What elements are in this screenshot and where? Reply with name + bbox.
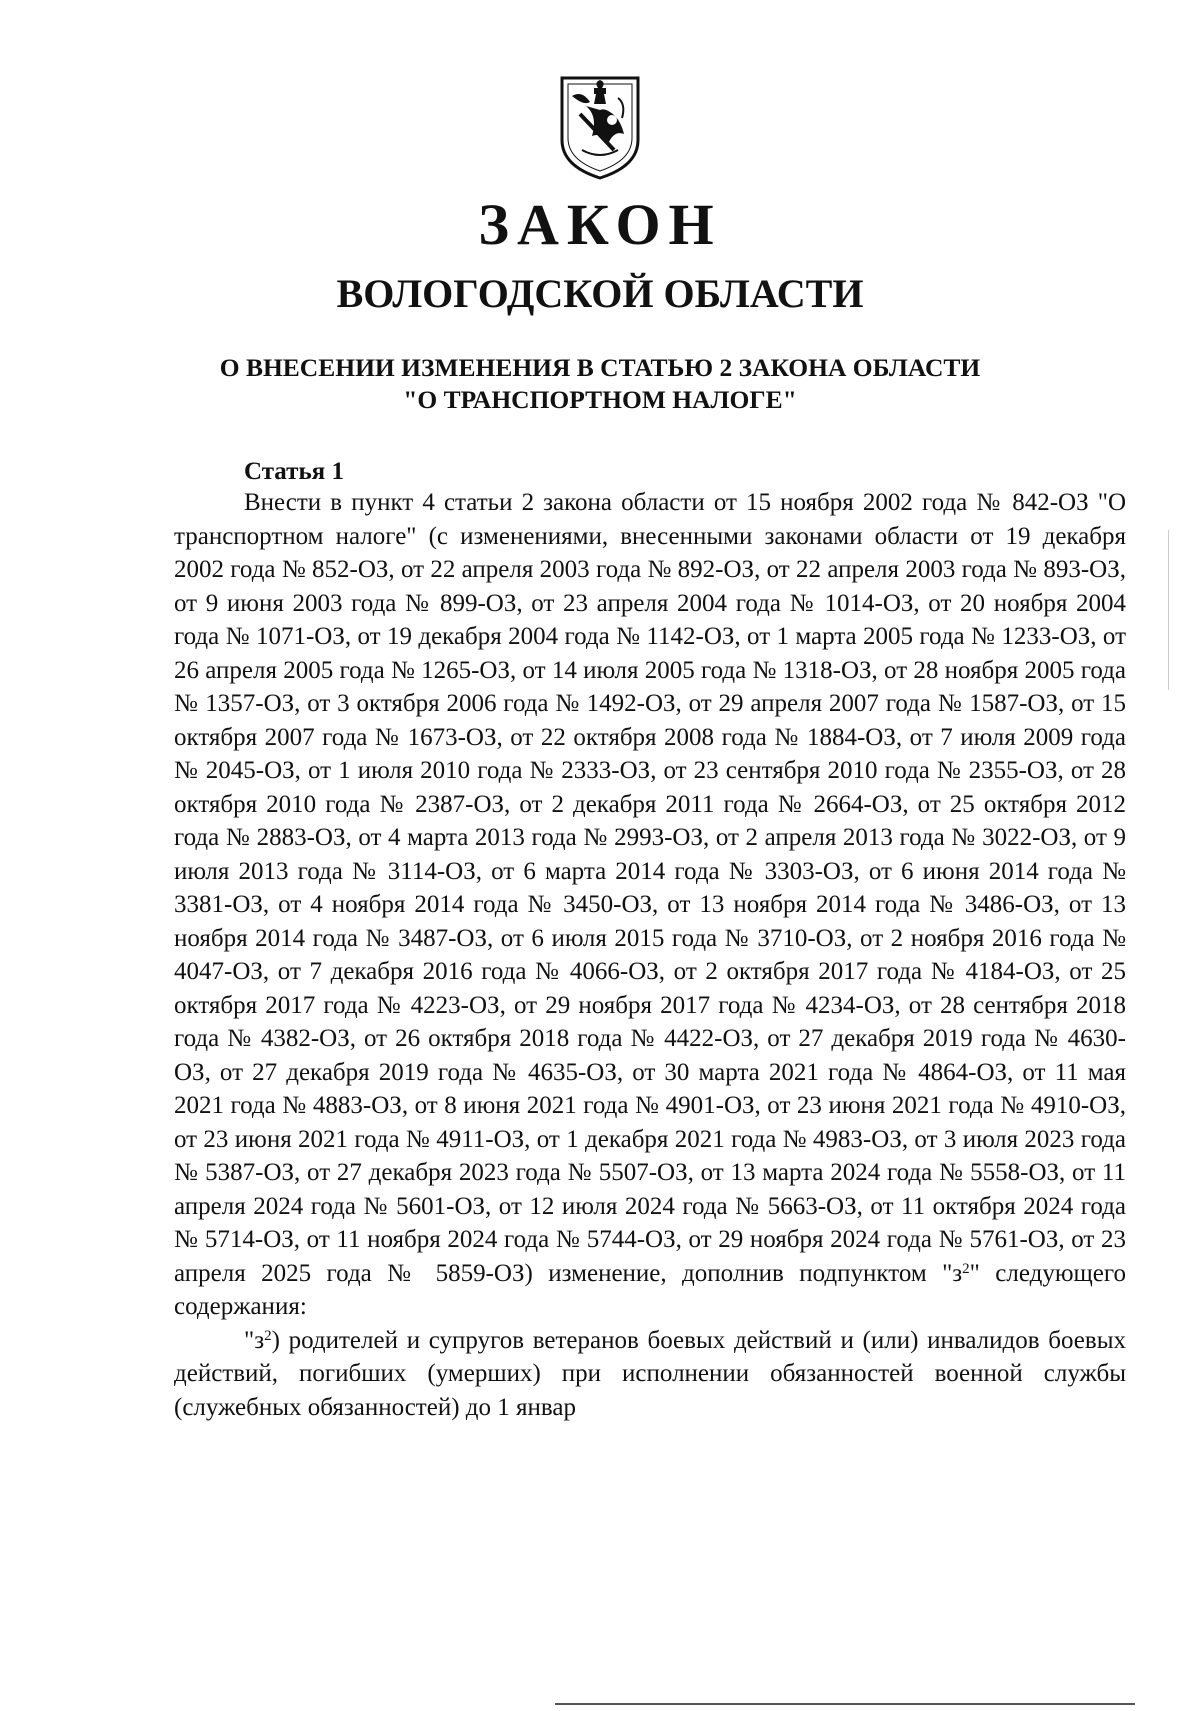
region-title: ВОЛОГОДСКОЙ ОБЛАСТИ [336,271,864,316]
subject-line-1: О ВНЕСЕНИИ ИЗМЕНЕНИЯ В СТАТЬЮ 2 ЗАКОНА ОБЛАСТИ [219,353,981,382]
document-title: ЗАКОН [478,192,722,257]
paragraph-subclause [174,1324,1126,1425]
subject-line-2: "О ТРАНСПОРТНОМ НАЛОГЕ" [403,385,797,414]
paragraph-amendment-tail: " следующего содержания: [174,1259,1127,1320]
subclause-text: ) родителей и супругов ветеранов боевых действий и (или) инвалидов боевых действий, погибших (умерших) при исполнении обязанностей военной службы (служебных обязанностей) до 1 январ [174,1326,1126,1421]
coat-of-arms-icon [558,74,642,182]
superscript-index: 2 [962,1260,970,1277]
superscript-index: 2 [264,1327,272,1344]
paragraph-amendment-text: Внести в пункт 4 статьи 2 закона области от 15 ноября 2002 года № 842-ОЗ "О транспортном налоге" (с изменениями, внесенными законами области от 19 декабря 2002 года № 852-ОЗ, от 22 апреля 2003 года № 892-ОЗ, от 22 апреля 2003 года № 893-ОЗ, от 9 июня 2003 года № 899-ОЗ, от 23 апреля 2004 года № 1014-ОЗ, от 20 ноября 2004 года № 1071-ОЗ, от 19 декабря 2004 года № 1142-ОЗ, от 1 марта 2005 года № 1233-ОЗ, от 26 апреля 2005 года № 1265-ОЗ, от 14 июля 2005 года № 1318-ОЗ, от 28 ноября 2005 года № 1357-ОЗ, от 3 октября 2006 года № 1492-ОЗ, от 29 апреля 2007 года № 1587-ОЗ, от 15 октября 2007 года № 1673-ОЗ, от 22 октября 2008 года № 1884-ОЗ, от 7 июля 2009 года № 2045-ОЗ, от 1 июля 2010 года № 2333-ОЗ, от 23 сентября 2010 года № 2355-ОЗ, от 28 октября 2010 года № 2387-ОЗ, от 2 декабря 2011 года № 2664-ОЗ, от 25 октября 2012 года № 2883-ОЗ, от 4 марта 2013 года № 2993-ОЗ, от 2 апреля 2013 года № 3022-ОЗ, от 9 июля 2013 года № 3114-ОЗ, от 6 марта 2014 года № 3303-ОЗ, от 6 июня 2014 года № 3381-ОЗ, от 4 ноября 2014 года № 3450-ОЗ, от 13 ноября 2014 года № 3486-ОЗ, от 13 ноября 2014 года № 3487-ОЗ, от 6 июля 2015 года № 3710-ОЗ, от 2 ноября 2016 года № 4047-ОЗ, от 7 декабря 2016 года № 4066-ОЗ, от 2 октября 2017 года № 4184-ОЗ, от 25 октября 2017 года № 4223-ОЗ, от 29 ноября 2017 года № 4234-ОЗ, от 28 сентября 2018 года № 4382-ОЗ, от 26 октября 2018 года № 4422-ОЗ, от 27 декабря 2019 года № 4630-ОЗ, от 27 декабря 2019 года № 4635-ОЗ, от 30 марта 2021 года № 4864-ОЗ, от 11 мая 2021 года № 4883-ОЗ, от 8 июня 2021 года № 4901-ОЗ, от 23 июня 2021 года № 4910-ОЗ, от 23 июня 2021 года № 4911-ОЗ, от 1 декабря 2021 года № 4983-ОЗ, от 3 июля 2023 года № 5387-ОЗ, от 27 декабря 2023 года № 5507-ОЗ, от 13 марта 2024 года № 5558-ОЗ, от 11 апреля 2024 года № 5601-ОЗ, от 12 июля 2024 года № 5663-ОЗ, от 11 октября 2024 года № 5714-ОЗ, от 11 ноября 2024 года № 5744-ОЗ, от 29 ноября 2024 года № 5761-ОЗ, от 23 апреля 2025 года № 5859-ОЗ) изменение, дополнив подпунктом "з [174,489,1126,1287]
subclause-label: "з [244,1326,265,1354]
paragraph-amendment [174,486,1126,1324]
footer-rule [555,1703,1135,1705]
article-heading: Статья 1 [244,458,344,485]
article-body [174,486,1126,1424]
law-subject [0,352,1200,416]
scan-margin-mark [1168,530,1169,690]
